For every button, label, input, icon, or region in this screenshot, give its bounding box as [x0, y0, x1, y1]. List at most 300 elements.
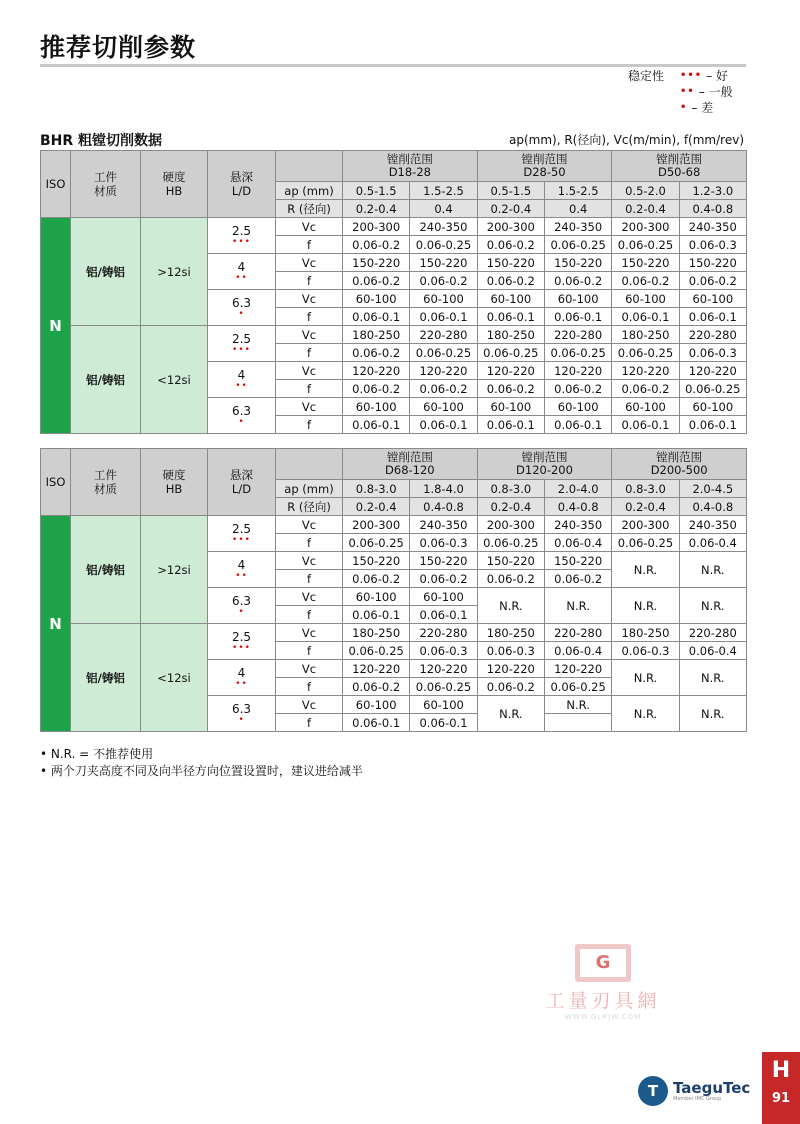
f-cell: 0.06-0.2	[679, 272, 746, 290]
f-cell: 0.06-0.2	[544, 570, 611, 588]
r-cell: 0.2-0.4	[612, 498, 679, 516]
stability-legend	[628, 68, 733, 116]
blank-cell	[544, 714, 611, 732]
f-cell: 0.06-0.25	[410, 344, 477, 362]
f-label: f	[276, 344, 343, 362]
overhang-header-line2: L/D	[231, 184, 252, 198]
f-cell: 0.06-0.3	[679, 344, 746, 362]
ap-cell: 1.5-2.5	[544, 182, 611, 200]
overhang-header-line2: L/D	[231, 482, 252, 496]
vc-cell: 60-100	[544, 398, 611, 416]
overhang-header-line1: 悬深	[230, 468, 253, 482]
nr-cell: N.R.	[544, 696, 611, 714]
ld-value: 2.5	[231, 332, 252, 346]
hardness-cell: >12si	[141, 218, 208, 326]
f-cell: 0.06-0.1	[343, 308, 410, 326]
cutting-table-1	[40, 150, 747, 434]
vc-cell: 220-280	[544, 326, 611, 344]
hardness-header-line1: 硬度	[162, 468, 186, 482]
f-cell: 0.06-0.1	[477, 308, 544, 326]
vc-cell: 60-100	[410, 588, 477, 606]
stability-marks: •••	[232, 643, 251, 653]
f-cell: 0.06-0.4	[544, 534, 611, 552]
f-cell: 0.06-0.1	[679, 308, 746, 326]
f-cell: 0.06-0.1	[612, 308, 679, 326]
nr-cell: N.R.	[679, 660, 746, 696]
stability-marks: •	[238, 417, 245, 427]
ap-label: ap (mm)	[276, 182, 343, 200]
vc-cell: 60-100	[679, 398, 746, 416]
stability-marks: •••	[232, 345, 251, 355]
ld-value: 2.5	[231, 522, 252, 536]
vc-label: Vc	[276, 660, 343, 678]
vc-cell: 150-220	[477, 254, 544, 272]
legend-text-medium: – 一般	[698, 85, 733, 99]
range-header	[477, 449, 612, 480]
vc-cell: 60-100	[410, 290, 477, 308]
vc-cell: 120-220	[410, 660, 477, 678]
vc-cell: 200-300	[477, 516, 544, 534]
vc-cell: 150-220	[410, 552, 477, 570]
vc-cell: 180-250	[477, 326, 544, 344]
f-cell: 0.06-0.1	[544, 416, 611, 434]
legend-marks-medium: ••	[680, 86, 695, 97]
vc-cell: 150-220	[679, 254, 746, 272]
brand-sub: Member IMC Group	[673, 1096, 722, 1102]
material-header	[71, 151, 141, 218]
f-cell: 0.06-0.25	[410, 678, 477, 696]
note-nr: • N.R. = 不推荐使用	[40, 747, 154, 761]
vc-cell: 120-220	[544, 660, 611, 678]
vc-cell: 120-220	[410, 362, 477, 380]
param-header-blank	[276, 151, 343, 182]
f-label: f	[276, 272, 343, 290]
vc-cell: 150-220	[410, 254, 477, 272]
overhang-header-line1: 悬深	[230, 170, 253, 184]
vc-cell: 60-100	[343, 696, 410, 714]
vc-cell: 60-100	[343, 398, 410, 416]
f-cell: 0.06-0.4	[679, 642, 746, 660]
vc-cell: 200-300	[343, 516, 410, 534]
nr-cell: N.R.	[477, 696, 544, 732]
ld-value: 6.3	[231, 702, 252, 716]
vc-cell: 150-220	[343, 254, 410, 272]
vc-label: Vc	[276, 624, 343, 642]
f-cell: 0.06-0.25	[612, 344, 679, 362]
r-cell: 0.4-0.8	[679, 498, 746, 516]
f-cell: 0.06-0.2	[544, 380, 611, 398]
ld-cell	[208, 398, 276, 434]
vc-cell: 60-100	[679, 290, 746, 308]
nr-cell: N.R.	[679, 696, 746, 732]
f-cell: 0.06-0.2	[410, 570, 477, 588]
vc-cell: 150-220	[477, 552, 544, 570]
units-note: ap(mm), R(径向), Vc(m/min), f(mm/rev)	[509, 133, 744, 147]
ld-value: 2.5	[231, 630, 252, 644]
vc-cell: 120-220	[477, 362, 544, 380]
ld-cell	[208, 696, 276, 732]
f-cell: 0.06-0.2	[343, 380, 410, 398]
f-cell: 0.06-0.2	[612, 380, 679, 398]
ld-value: 4	[237, 666, 246, 680]
hardness-cell: <12si	[141, 624, 208, 732]
f-cell: 0.06-0.25	[477, 534, 544, 552]
ld-value: 4	[237, 368, 246, 382]
f-cell: 0.06-0.2	[343, 236, 410, 254]
nr-cell: N.R.	[612, 696, 679, 732]
f-cell: 0.06-0.25	[612, 236, 679, 254]
stability-marks: ••	[235, 571, 248, 581]
hardness-cell: <12si	[141, 326, 208, 434]
f-cell: 0.06-0.2	[544, 272, 611, 290]
material-header	[71, 449, 141, 516]
f-cell: 0.06-0.25	[410, 236, 477, 254]
vc-cell: 120-220	[612, 362, 679, 380]
ap-cell: 0.8-3.0	[612, 480, 679, 498]
vc-cell: 220-280	[544, 624, 611, 642]
vc-cell: 150-220	[612, 254, 679, 272]
f-cell: 0.06-0.2	[477, 272, 544, 290]
nr-cell: N.R.	[679, 552, 746, 588]
vc-cell: 150-220	[343, 552, 410, 570]
vc-label: Vc	[276, 218, 343, 236]
ld-value: 6.3	[231, 296, 252, 310]
legend-text-poor: – 差	[691, 101, 714, 115]
f-cell: 0.06-0.2	[343, 570, 410, 588]
r-cell: 0.2-0.4	[477, 498, 544, 516]
vc-label: Vc	[276, 254, 343, 272]
material-cell: 铝/铸铝	[71, 218, 141, 326]
ld-cell	[208, 588, 276, 624]
r-cell: 0.4-0.8	[544, 498, 611, 516]
f-cell: 0.06-0.2	[477, 236, 544, 254]
nr-cell: N.R.	[612, 660, 679, 696]
ap-cell: 0.5-2.0	[612, 182, 679, 200]
hardness-header-line1: 硬度	[162, 170, 186, 184]
ld-value: 4	[237, 260, 246, 274]
r-cell: 0.2-0.4	[343, 200, 410, 218]
stability-marks: ••	[235, 381, 248, 391]
f-label: f	[276, 380, 343, 398]
ld-value: 2.5	[231, 224, 252, 238]
f-cell: 0.06-0.25	[612, 534, 679, 552]
hardness-cell: >12si	[141, 516, 208, 624]
ld-value: 6.3	[231, 404, 252, 418]
vc-cell: 180-250	[343, 326, 410, 344]
ld-cell	[208, 362, 276, 398]
ap-cell: 1.8-4.0	[410, 480, 477, 498]
vc-label: Vc	[276, 290, 343, 308]
vc-cell: 60-100	[410, 398, 477, 416]
vc-cell: 60-100	[612, 398, 679, 416]
range-header	[343, 151, 478, 182]
watermark	[536, 944, 670, 1021]
ld-value: 4	[237, 558, 246, 572]
range-label: 镗削范围	[656, 450, 703, 464]
vc-cell: 180-250	[612, 624, 679, 642]
vc-cell: 240-350	[679, 516, 746, 534]
f-cell: 0.06-0.1	[410, 416, 477, 434]
f-cell: 0.06-0.3	[477, 642, 544, 660]
vc-cell: 60-100	[612, 290, 679, 308]
legend-text-good: – 好	[706, 69, 729, 83]
ld-cell	[208, 290, 276, 326]
vc-label: Vc	[276, 516, 343, 534]
ap-cell: 0.5-1.5	[477, 182, 544, 200]
material-cell: 铝/铸铝	[71, 624, 141, 732]
iso-header-text: ISO	[45, 177, 66, 191]
page-number: 91	[771, 1091, 791, 1106]
f-cell: 0.06-0.25	[343, 642, 410, 660]
f-cell: 0.06-0.2	[410, 272, 477, 290]
material-header-line1: 工件	[94, 468, 117, 482]
ld-cell	[208, 218, 276, 254]
vc-cell: 150-220	[544, 552, 611, 570]
range-value: D200-500	[650, 463, 708, 477]
f-cell: 0.06-0.3	[679, 236, 746, 254]
range-label: 镗削范围	[521, 152, 568, 166]
f-label: f	[276, 606, 343, 624]
r-cell: 0.4-0.8	[410, 498, 477, 516]
f-cell: 0.06-0.25	[679, 380, 746, 398]
f-cell: 0.06-0.1	[544, 308, 611, 326]
page-tab-letter: H	[771, 1058, 791, 1083]
range-header	[612, 449, 747, 480]
hardness-header	[141, 449, 208, 516]
f-cell: 0.06-0.1	[612, 416, 679, 434]
r-cell: 0.4-0.8	[679, 200, 746, 218]
vc-cell: 120-220	[343, 362, 410, 380]
f-cell: 0.06-0.1	[477, 416, 544, 434]
ap-label: ap (mm)	[276, 480, 343, 498]
ld-cell	[208, 660, 276, 696]
material-header-line2: 材质	[94, 184, 117, 198]
f-cell: 0.06-0.2	[343, 678, 410, 696]
watermark-logo: G	[575, 944, 631, 982]
r-label: R (径向)	[276, 200, 343, 218]
r-cell: 0.2-0.4	[612, 200, 679, 218]
ap-cell: 2.0-4.0	[544, 480, 611, 498]
ld-cell	[208, 254, 276, 290]
ap-cell: 0.8-3.0	[343, 480, 410, 498]
ap-cell: 1.2-3.0	[679, 182, 746, 200]
vc-cell: 120-220	[343, 660, 410, 678]
vc-cell: 240-350	[410, 218, 477, 236]
legend-label: 稳定性	[628, 69, 665, 83]
ld-cell	[208, 516, 276, 552]
vc-cell: 240-350	[544, 516, 611, 534]
vc-cell: 220-280	[410, 326, 477, 344]
ld-cell	[208, 624, 276, 660]
ld-value: 6.3	[231, 594, 252, 608]
range-value: D28-50	[523, 165, 566, 179]
vc-cell: 240-350	[679, 218, 746, 236]
f-cell: 0.06-0.1	[343, 416, 410, 434]
iso-header	[41, 449, 71, 516]
f-cell: 0.06-0.1	[343, 606, 410, 624]
f-label: f	[276, 236, 343, 254]
range-label: 镗削范围	[521, 450, 568, 464]
vc-cell: 60-100	[477, 290, 544, 308]
vc-cell: 60-100	[477, 398, 544, 416]
iso-header-text: ISO	[45, 475, 66, 489]
stability-marks: •	[238, 715, 245, 725]
vc-cell: 240-350	[410, 516, 477, 534]
f-cell: 0.06-0.3	[410, 642, 477, 660]
note-feed: • 两个刀夹高度不同及向半径方向位置设置时，建议进给减半	[40, 764, 363, 778]
iso-group-n: N	[41, 218, 71, 434]
vc-cell: 200-300	[612, 516, 679, 534]
r-cell: 0.2-0.4	[343, 498, 410, 516]
vc-label: Vc	[276, 326, 343, 344]
f-cell: 0.06-0.4	[544, 642, 611, 660]
nr-cell: N.R.	[612, 588, 679, 624]
f-cell: 0.06-0.2	[477, 570, 544, 588]
vc-label: Vc	[276, 362, 343, 380]
f-cell: 0.06-0.1	[410, 714, 477, 732]
vc-cell: 60-100	[343, 588, 410, 606]
material-cell: 铝/铸铝	[71, 516, 141, 624]
f-label: f	[276, 642, 343, 660]
f-cell: 0.06-0.2	[477, 678, 544, 696]
vc-cell: 60-100	[410, 696, 477, 714]
iso-header	[41, 151, 71, 218]
f-cell: 0.06-0.4	[679, 534, 746, 552]
vc-cell: 200-300	[612, 218, 679, 236]
vc-cell: 220-280	[410, 624, 477, 642]
stability-marks: •••	[232, 535, 251, 545]
hardness-header	[141, 151, 208, 218]
f-label: f	[276, 416, 343, 434]
range-value: D18-28	[388, 165, 431, 179]
f-cell: 0.06-0.1	[679, 416, 746, 434]
overhang-header	[208, 151, 276, 218]
f-cell: 0.06-0.2	[343, 272, 410, 290]
f-cell: 0.06-0.2	[612, 272, 679, 290]
notes	[40, 746, 363, 780]
brand-mark-icon: T	[638, 1076, 668, 1106]
range-label: 镗削范围	[656, 152, 703, 166]
watermark-text: 工量刃具網	[545, 990, 661, 1012]
r-cell: 0.4	[410, 200, 477, 218]
vc-cell: 180-250	[477, 624, 544, 642]
range-label: 镗削范围	[386, 450, 433, 464]
ap-cell: 0.8-3.0	[477, 480, 544, 498]
vc-cell: 240-350	[544, 218, 611, 236]
f-cell: 0.06-0.2	[410, 380, 477, 398]
range-label: 镗削范围	[386, 152, 433, 166]
f-cell: 0.06-0.3	[612, 642, 679, 660]
vc-cell: 60-100	[544, 290, 611, 308]
f-label: f	[276, 570, 343, 588]
stability-marks: •••	[232, 237, 251, 247]
vc-cell: 120-220	[477, 660, 544, 678]
hardness-header-line2: HB	[165, 184, 183, 198]
hardness-header-line2: HB	[165, 482, 183, 496]
range-header	[477, 151, 612, 182]
vc-label: Vc	[276, 588, 343, 606]
r-cell: 0.2-0.4	[477, 200, 544, 218]
legend-marks-good: •••	[680, 70, 703, 81]
range-header	[343, 449, 478, 480]
page-title: 推荐切削参数	[40, 33, 197, 62]
f-label: f	[276, 678, 343, 696]
f-label: f	[276, 714, 343, 732]
vc-cell: 180-250	[343, 624, 410, 642]
r-cell: 0.4	[544, 200, 611, 218]
legend-marks-poor: •	[680, 102, 688, 113]
f-cell: 0.06-0.2	[343, 344, 410, 362]
vc-cell: 220-280	[679, 326, 746, 344]
ld-cell	[208, 552, 276, 588]
vc-cell: 180-250	[612, 326, 679, 344]
vc-cell: 60-100	[343, 290, 410, 308]
param-header-blank	[276, 449, 343, 480]
brand-name: TaeguTec	[673, 1079, 751, 1097]
material-header-line1: 工件	[94, 170, 117, 184]
stability-marks: •	[238, 607, 245, 617]
f-cell: 0.06-0.2	[477, 380, 544, 398]
material-cell: 铝/铸铝	[71, 326, 141, 434]
vc-label: Vc	[276, 398, 343, 416]
vc-cell: 150-220	[544, 254, 611, 272]
ap-cell: 1.5-2.5	[410, 182, 477, 200]
nr-cell: N.R.	[612, 552, 679, 588]
vc-cell: 220-280	[679, 624, 746, 642]
f-cell: 0.06-0.1	[410, 606, 477, 624]
r-label: R (径向)	[276, 498, 343, 516]
f-cell: 0.06-0.3	[410, 534, 477, 552]
range-value: D68-120	[385, 463, 435, 477]
vc-label: Vc	[276, 696, 343, 714]
f-cell: 0.06-0.1	[410, 308, 477, 326]
f-cell: 0.06-0.25	[544, 678, 611, 696]
vc-cell: 120-220	[679, 362, 746, 380]
f-cell: 0.06-0.1	[343, 714, 410, 732]
f-cell: 0.06-0.25	[477, 344, 544, 362]
title-rule	[40, 64, 746, 67]
overhang-header	[208, 449, 276, 516]
watermark-url: WWW.GLRJW.COM	[564, 1013, 642, 1021]
f-label: f	[276, 308, 343, 326]
nr-cell: N.R.	[477, 588, 544, 624]
iso-group-n: N	[41, 516, 71, 732]
vc-label: Vc	[276, 552, 343, 570]
ap-cell: 2.0-4.5	[679, 480, 746, 498]
stability-marks: •	[238, 309, 245, 319]
material-header-line2: 材质	[94, 482, 117, 496]
cutting-table-2	[40, 448, 747, 732]
f-cell: 0.06-0.25	[544, 236, 611, 254]
stability-marks: ••	[235, 679, 248, 689]
f-label: f	[276, 534, 343, 552]
vc-cell: 200-300	[477, 218, 544, 236]
vc-cell: 120-220	[544, 362, 611, 380]
f-cell: 0.06-0.25	[544, 344, 611, 362]
nr-cell: N.R.	[679, 588, 746, 624]
nr-cell: N.R.	[544, 588, 611, 624]
page-tab	[762, 1052, 800, 1124]
range-header	[612, 151, 747, 182]
f-cell: 0.06-0.25	[343, 534, 410, 552]
range-value: D120-200	[516, 463, 573, 477]
ap-cell: 0.5-1.5	[343, 182, 410, 200]
section-title: BHR 粗镗切削数据	[40, 133, 163, 149]
vc-cell: 200-300	[343, 218, 410, 236]
stability-marks: ••	[235, 273, 248, 283]
range-value: D50-68	[658, 165, 701, 179]
ld-cell	[208, 326, 276, 362]
